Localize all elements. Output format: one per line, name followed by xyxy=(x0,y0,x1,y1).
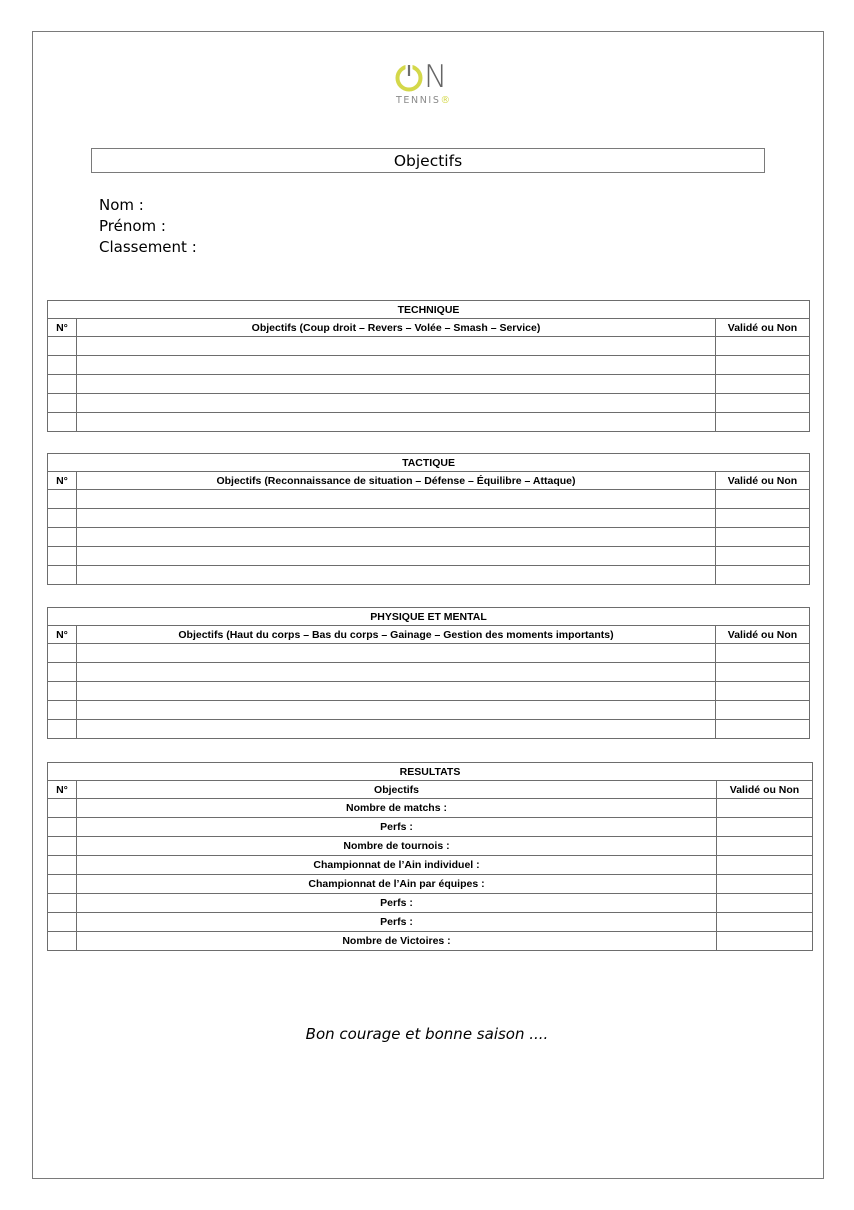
table-row xyxy=(48,528,810,547)
resultats-table xyxy=(47,762,813,951)
technique-table xyxy=(47,300,810,432)
result-label: Nombre de Victoires : xyxy=(77,932,717,951)
col-header-objectifs: Objectifs (Coup droit – Revers – Volée – Smash – Service) xyxy=(77,319,716,337)
col-header-num: N° xyxy=(48,781,77,799)
table-row xyxy=(48,720,810,739)
result-label: Perfs : xyxy=(77,818,717,837)
registered-mark: ® xyxy=(440,95,450,106)
result-label: Nombre de tournois : xyxy=(77,837,717,856)
table-row xyxy=(48,413,810,432)
field-nom: Nom : xyxy=(99,196,144,214)
table-row xyxy=(48,356,810,375)
table-row xyxy=(48,394,810,413)
table-row xyxy=(48,566,810,585)
field-prenom: Prénom : xyxy=(99,217,166,235)
table-row xyxy=(48,682,810,701)
table-row xyxy=(48,913,813,932)
col-header-objectifs: Objectifs (Reconnaissance de situation – Défense – Équilibre – Attaque) xyxy=(77,472,716,490)
table-row xyxy=(48,799,813,818)
col-header-valide: Validé ou Non xyxy=(717,781,813,799)
power-icon xyxy=(395,61,425,93)
table-row xyxy=(48,932,813,951)
table-title: PHYSIQUE ET MENTAL xyxy=(48,608,810,626)
col-header-num: N° xyxy=(48,472,77,490)
logo-mark: N xyxy=(424,58,448,95)
on-tennis-logo xyxy=(395,60,465,110)
tactique-table xyxy=(47,453,810,585)
document-title: Objectifs xyxy=(91,148,765,173)
col-header-objectifs: Objectifs xyxy=(77,781,717,799)
result-label: Perfs : xyxy=(77,894,717,913)
table-row xyxy=(48,490,810,509)
col-header-objectifs: Objectifs (Haut du corps – Bas du corps – Gainage – Gestion des moments importants) xyxy=(77,626,716,644)
col-header-num: N° xyxy=(48,319,77,337)
table-title: TACTIQUE xyxy=(48,454,810,472)
col-header-valide: Validé ou Non xyxy=(716,319,810,337)
result-label: Nombre de matchs : xyxy=(77,799,717,818)
student-fields xyxy=(99,195,197,258)
table-row xyxy=(48,875,813,894)
table-row xyxy=(48,856,813,875)
table-row xyxy=(48,663,810,682)
table-row xyxy=(48,547,810,566)
logo-subtitle: TENNIS® xyxy=(396,95,450,106)
table-title: RESULTATS xyxy=(48,763,813,781)
table-row xyxy=(48,701,810,720)
result-label: Championnat de l’Ain par équipes : xyxy=(77,875,717,894)
col-header-valide: Validé ou Non xyxy=(716,626,810,644)
field-classement: Classement : xyxy=(99,238,197,256)
result-label: Perfs : xyxy=(77,913,717,932)
closing-message: Bon courage et bonne saison .... xyxy=(305,1025,549,1043)
physique-table xyxy=(47,607,810,739)
table-row xyxy=(48,894,813,913)
table-row xyxy=(48,837,813,856)
table-row xyxy=(48,337,810,356)
table-row xyxy=(48,644,810,663)
table-row xyxy=(48,375,810,394)
col-header-num: N° xyxy=(48,626,77,644)
table-title: TECHNIQUE xyxy=(48,301,810,319)
table-row xyxy=(48,818,813,837)
result-label: Championnat de l’Ain individuel : xyxy=(77,856,717,875)
col-header-valide: Validé ou Non xyxy=(716,472,810,490)
table-row xyxy=(48,509,810,528)
